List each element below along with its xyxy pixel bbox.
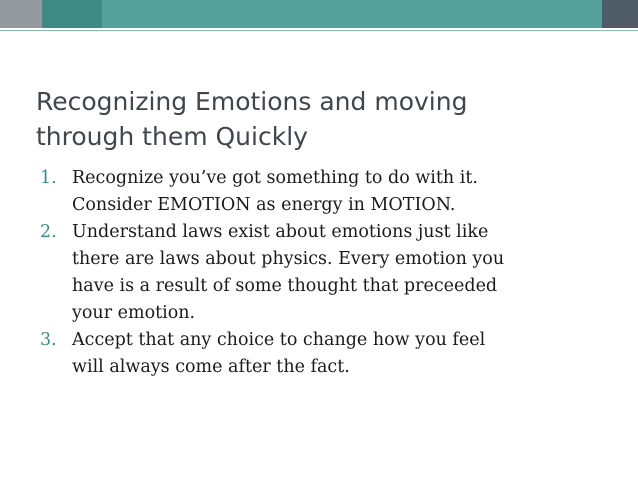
list-item (40, 165, 610, 219)
bullet-list (40, 165, 610, 381)
bullet-text: Accept that any choice to change how you feel will always come after the fact. (72, 330, 486, 377)
bullet-text: Understand laws exist about emotions just like there are laws about physics. Every emotion you have is a result of some thought that preceeded your emotion. (72, 222, 505, 323)
bullet-number: 2. (40, 222, 57, 242)
slide-title: Recognizing Emotions and moving through them Quickly (36, 87, 468, 151)
bullet-number: 1. (40, 168, 57, 188)
bullet-text: Recognize you’ve got something to do with it. Consider EMOTION as energy in MOTION. (72, 168, 478, 215)
top-accent-bar (0, 0, 638, 28)
top-bar-segment-gray (0, 0, 42, 28)
list-item (40, 327, 610, 381)
top-bar-segment-teal-dark (42, 0, 102, 28)
top-bar-segment-slate (602, 0, 638, 28)
list-item (40, 219, 610, 327)
bullet-number: 3. (40, 330, 57, 350)
top-thin-divider (0, 30, 638, 31)
top-bar-segment-teal (102, 0, 602, 28)
